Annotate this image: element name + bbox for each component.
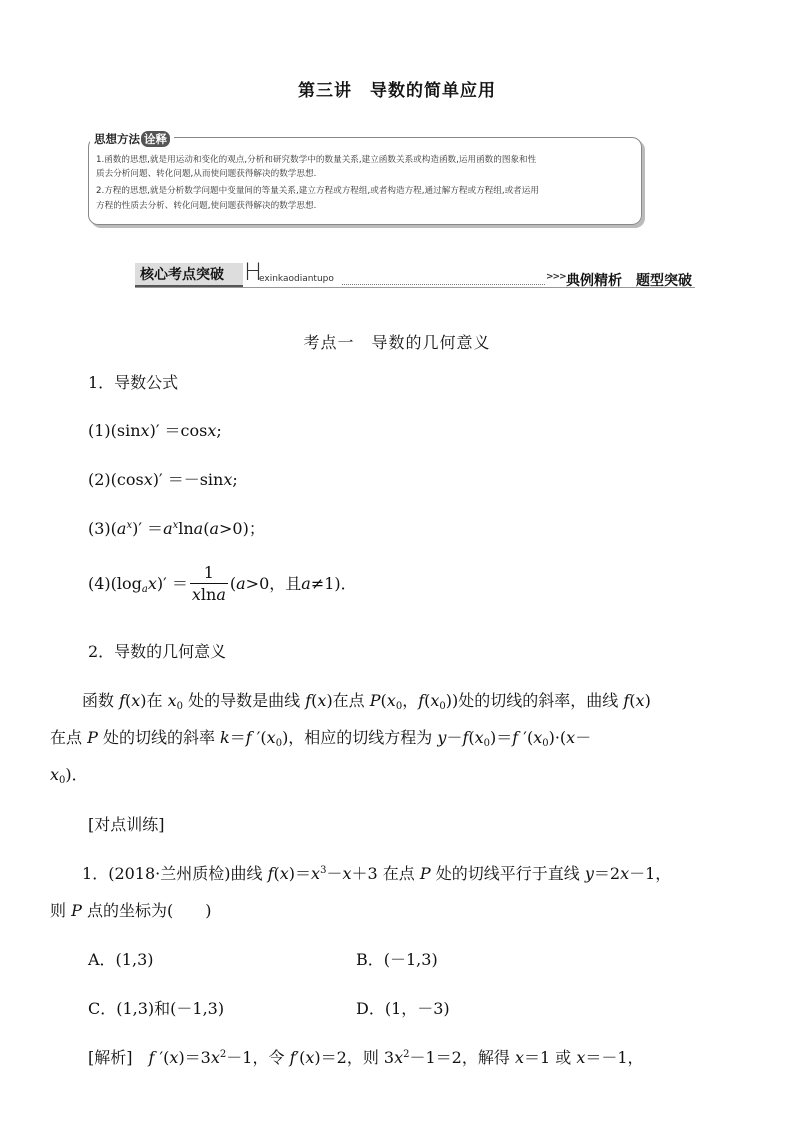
thought-line-3: 2.方程的思想,就是分析数学问题中变量间的等量关系,建立方程或方程组,或者构造方程,通过解方程或方程组,或者运用 xyxy=(96,186,539,196)
banner-h-letter: H xyxy=(244,258,263,286)
banner-underline xyxy=(135,287,695,288)
thought-line-4: 方程的性质去分析、转化问题,使问题获得解决的数学思想. xyxy=(96,201,317,211)
formula-3: $(3)(a^x)' =a^x\ln a(a>0)$； xyxy=(88,519,265,538)
heading-derivative-formulas: 1．导数公式 xyxy=(88,373,179,392)
thought-method-label-text: 思想方法 xyxy=(94,132,140,146)
thought-line-1: 1.函数的思想,就是用运动和变化的观点,分析和研究数学中的数量关系,建立函数关系或构造函数,运用函数的图象和性 xyxy=(96,155,537,165)
banner-pinyin: exinkaodiantupo xyxy=(259,274,334,284)
option-a: A．(1,3) xyxy=(88,950,154,969)
thought-method-label-tag: 诠释 xyxy=(141,131,170,147)
thought-method-label xyxy=(90,131,174,147)
formula-1: (1)(sinx)′ ＝cosx; xyxy=(88,421,222,440)
banner-arrows: >>> xyxy=(546,272,566,282)
formula-2: (2)(cosx)′ ＝－sinx; xyxy=(88,470,238,489)
analysis-label: [解析] xyxy=(88,1048,133,1067)
question-stem-line-1: 1．(2018·兰州质检)曲线 $f(x)=x^3-x+3$ 在点 P 处的切线平行于直线 y＝2x－1， xyxy=(82,864,672,883)
formula-4-fraction: $\frac{1}{xlna}$ xyxy=(191,563,226,604)
page-title: 第三讲 导数的简单应用 xyxy=(298,81,496,101)
heading-geometric-meaning: 2．导数的几何意义 xyxy=(88,642,227,661)
option-b: B．(－1,3) xyxy=(356,950,438,969)
option-d: D．(1，－3) xyxy=(356,999,450,1018)
thought-line-2: 质去分析问题、转化问题,从而使问题获得解决的数学思想. xyxy=(96,169,317,179)
option-c: C．(1,3)和(－1,3) xyxy=(88,999,225,1018)
question-stem-line-2: 则 P 点的坐标为( ) xyxy=(50,901,212,920)
formula-4: $(4)(\log_ax)'$ ＝ $\frac{1}{xlna}$ (a>0，且a≠1)． xyxy=(88,563,357,604)
analysis-line: [解析] f $'(x)=3x^2-1$，令 f′(x)＝2，则 $3x^2-1=2$，解得 x＝1 或 x＝－1， xyxy=(88,1048,644,1067)
practice-label: [对点训练] xyxy=(88,815,165,834)
section-heading: 考点一 导数的几何意义 xyxy=(303,333,491,352)
geometric-meaning-line-2: 在点 P 处的切线的斜率 k＝f $'(x_0)$，相应的切线方程为 $y-f(x_0)=f$ $'(x_0)\cdot(x-$ xyxy=(50,728,592,749)
banner-label: 核心考点突破 xyxy=(140,267,224,283)
geometric-meaning-line-3: $x_0$)． xyxy=(50,765,88,786)
geometric-meaning-line-1: 函数 f(x)在 $x_0$ 处的导数是曲线 f(x)在点 $P(x_0$，$f(x_0)$)处的切线的斜率，曲线 f(x) xyxy=(50,691,651,712)
banner-dotted-rule xyxy=(342,284,545,285)
banner-subtitle: 典例精析 题型突破 xyxy=(566,273,692,289)
